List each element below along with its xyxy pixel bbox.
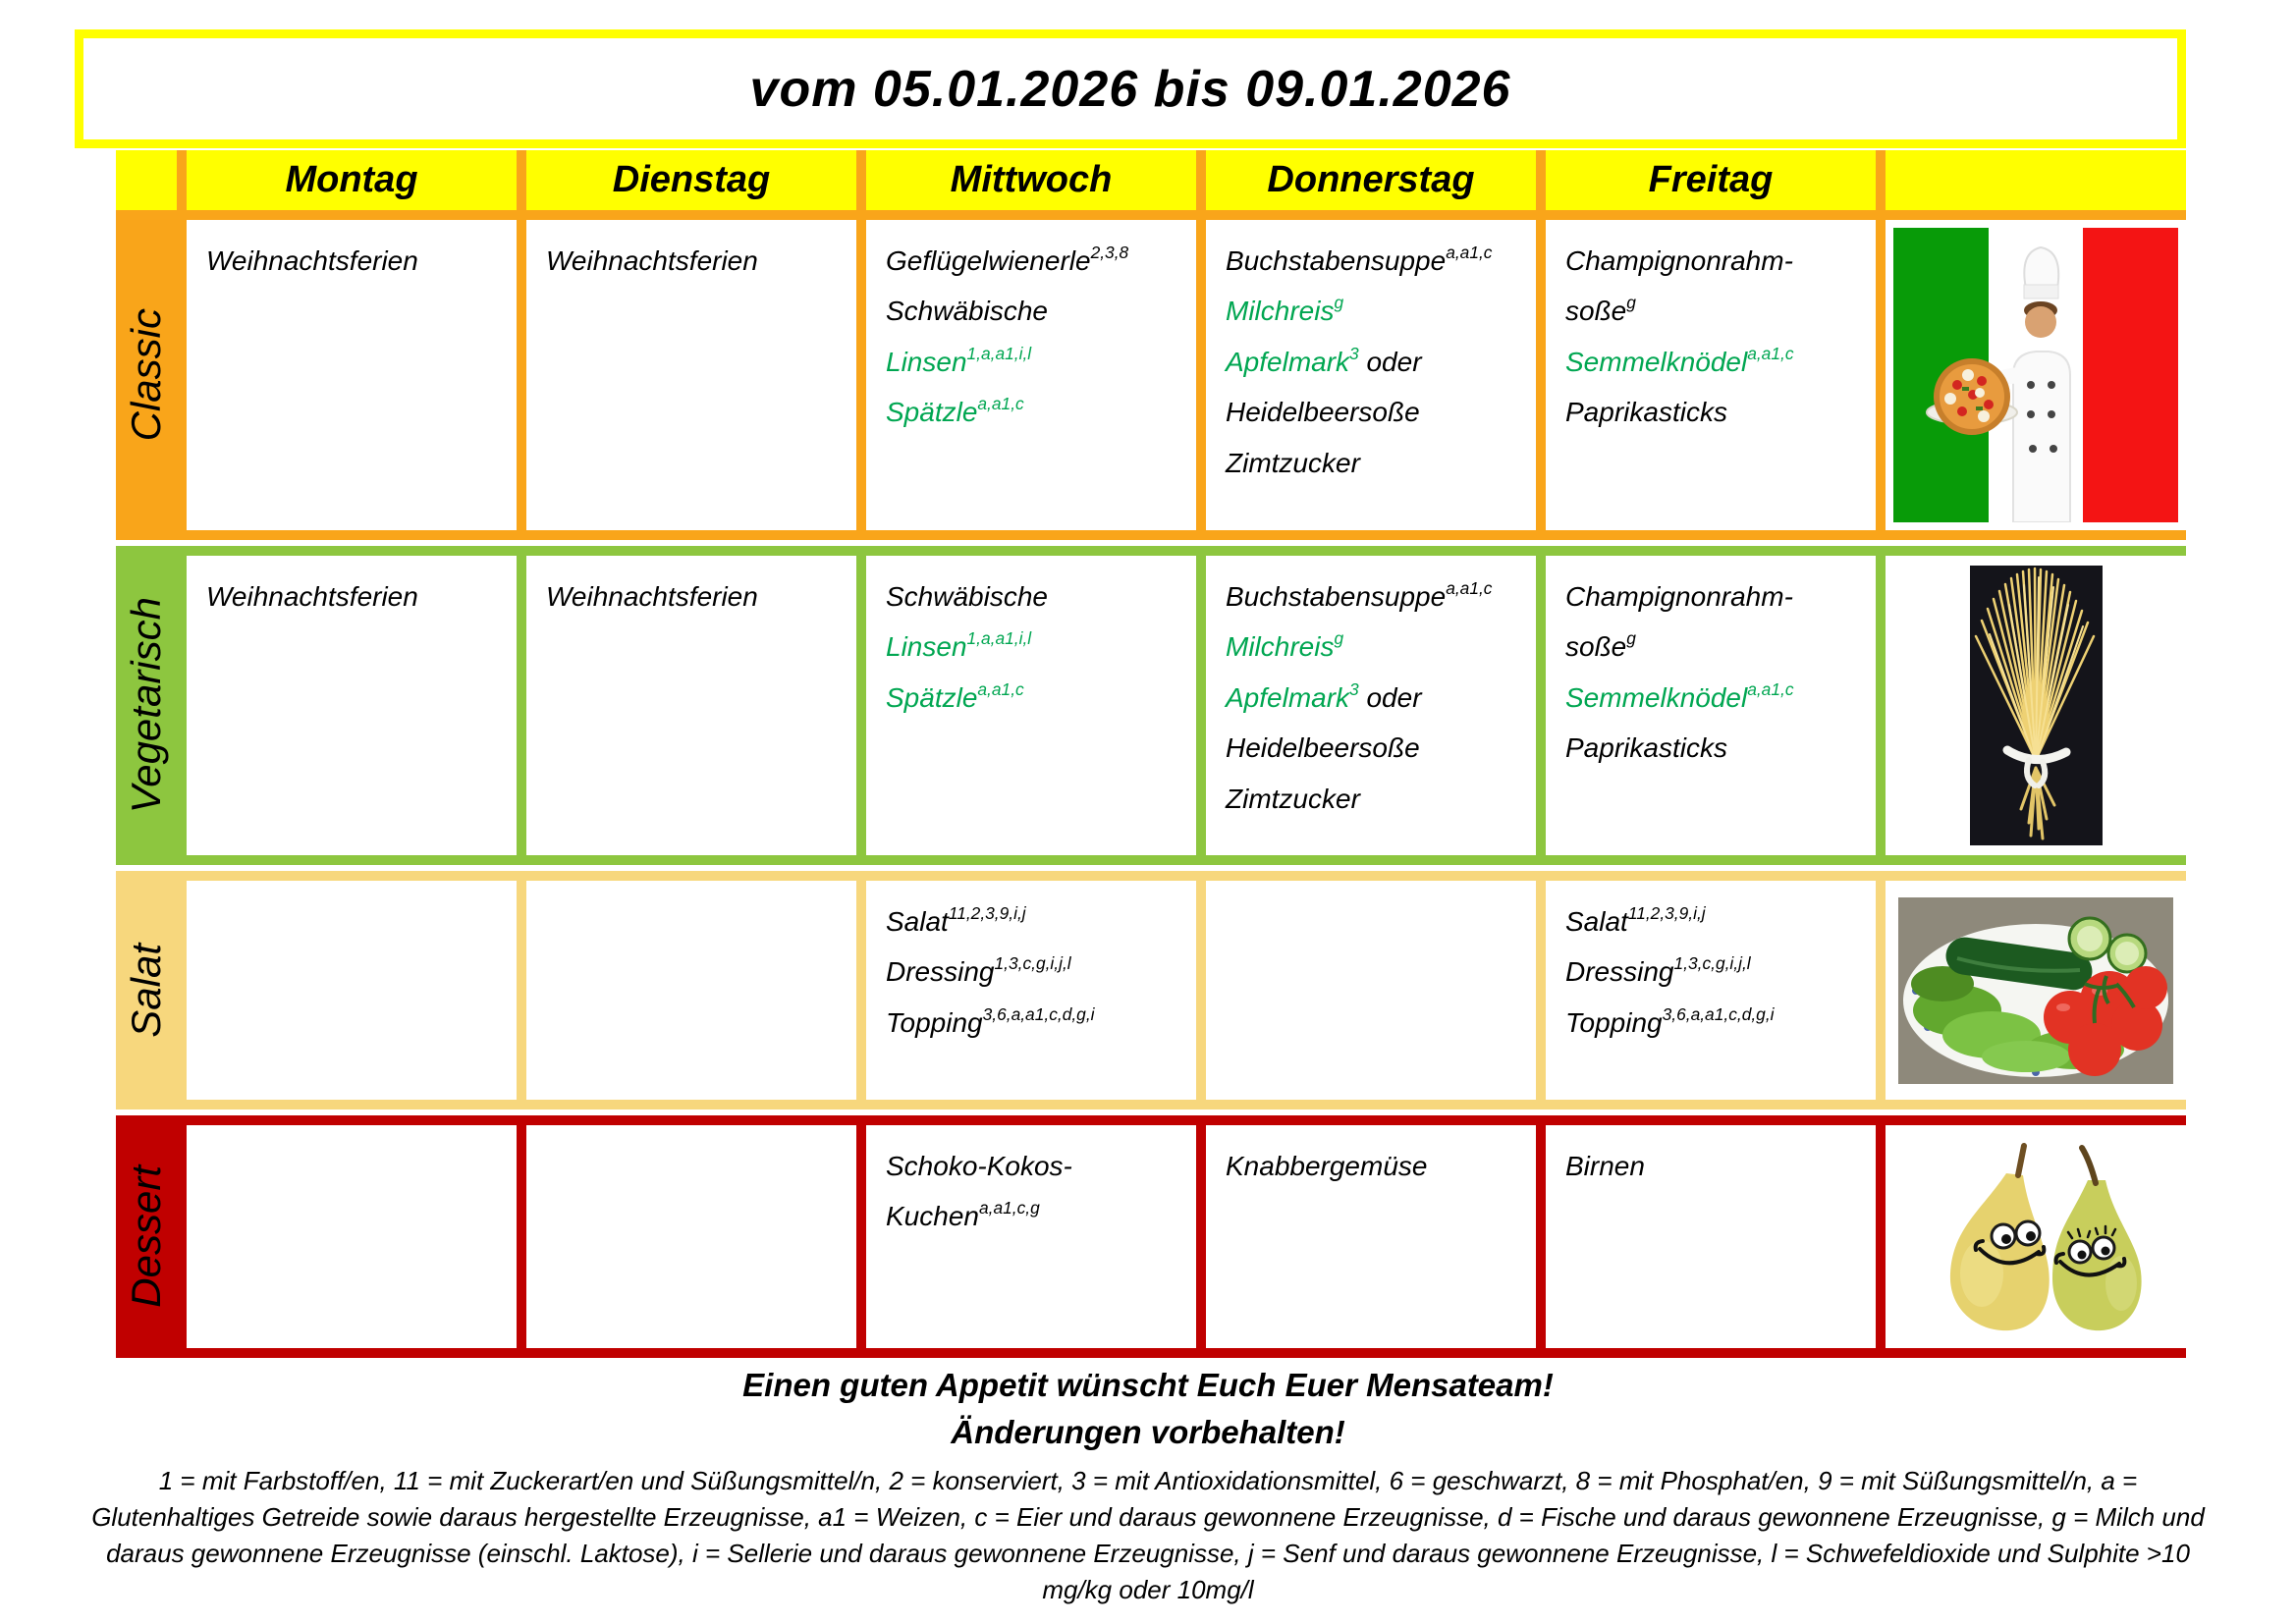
menu-row-classic [116, 210, 2186, 540]
image-cell-salad-bowl [1886, 881, 2186, 1100]
menu-item: Buchstabensuppe$^{a,a1,c}$ [1226, 242, 1493, 276]
menu-item: soße$^g$ [1565, 293, 1636, 327]
menu-item: Apfelmark$^3$ oder [1226, 678, 1422, 713]
menu-cell-classic-dienstag [526, 220, 856, 530]
menu-item: Weihnachtsferien [546, 581, 758, 612]
menu-item: Salat$^{11,2,3,9,i,j}$ [886, 902, 1026, 937]
menu-item: Paprikasticks [1565, 732, 1727, 764]
menu-item: Schwäbische [886, 581, 1048, 612]
menu-item: Spätzle$^{a,a1,c}$ [886, 394, 1024, 428]
header-spacer-left [116, 150, 177, 210]
allergen-superscript: a,a1,c [1747, 343, 1794, 363]
menu-cell-dessert-montag [187, 1125, 517, 1348]
italian-flag-chef-image [1893, 228, 2178, 522]
allergen-superscript: 1,a,a1,i,l [966, 628, 1032, 649]
spaghetti-bundle-image [1970, 566, 2103, 845]
allergen-superscript: a,a1,c [977, 394, 1024, 414]
day-header-freitag: Freitag [1546, 150, 1876, 210]
menu-item: Weihnachtsferien [206, 245, 418, 276]
allergen-superscript: 11,2,3,9,i,j [948, 902, 1026, 923]
menu-item: Heidelbeersoße [1226, 732, 1420, 764]
day-header-mittwoch: Mittwoch [866, 150, 1196, 210]
menu-cell-dessert-dienstag [526, 1125, 856, 1348]
menu-cell-vegetarisch-montag [187, 556, 517, 855]
menu-cell-salat-dienstag [526, 881, 856, 1100]
menu-item: Zimtzucker [1226, 447, 1360, 478]
menu-item: Buchstabensuppe$^{a,a1,c}$ [1226, 577, 1493, 612]
row-label-vegetarisch: Vegetarisch [123, 597, 169, 814]
allergen-superscript: 11,2,3,9,i,j [1627, 902, 1706, 923]
allergen-superscript: 1,3,c,g,i,j,l [1673, 953, 1751, 974]
menu-row-dessert [116, 1115, 2186, 1358]
allergen-superscript: 3,6,a,a1,c,d,g,i [1662, 1003, 1775, 1024]
allergen-superscript: a,a1,c [1446, 242, 1493, 262]
allergen-superscript: g [1334, 293, 1344, 313]
menu-row-vegetarisch [116, 546, 2186, 865]
menu-cell-vegetarisch-donnerstag [1206, 556, 1536, 855]
allergen-superscript: g [1626, 628, 1636, 649]
row-label-dessert: Dessert [123, 1165, 169, 1308]
menu-item: Salat$^{11,2,3,9,i,j}$ [1565, 902, 1706, 937]
menu-cell-classic-montag [187, 220, 517, 530]
menu-item: Dressing$^{1,3,c,g,i,j,l}$ [886, 953, 1071, 988]
menu-item: Heidelbeersoße [1226, 397, 1420, 428]
allergen-superscript: a,a1,c [977, 678, 1024, 699]
menu-item: Topping$^{3,6,a,a1,c,d,g,i}$ [886, 1003, 1095, 1038]
row-label-classic: Classic [123, 308, 169, 442]
menu-item: Spätzle$^{a,a1,c}$ [886, 678, 1024, 713]
menu-cell-salat-mittwoch [866, 881, 1196, 1100]
day-header-dienstag: Dienstag [526, 150, 856, 210]
menu-rows [116, 210, 2186, 1358]
menu-item: Milchreis$^g$ [1226, 628, 1344, 663]
menu-cell-classic-mittwoch [866, 220, 1196, 530]
menu-item: Linsen$^{1,a,a1,i,l}$ [886, 343, 1032, 377]
allergen-superscript: a,a1,c [1747, 678, 1794, 699]
menu-item: Weihnachtsferien [206, 581, 418, 612]
menu-item: Topping$^{3,6,a,a1,c,d,g,i}$ [1565, 1003, 1775, 1038]
image-cell-spaghetti-bundle [1886, 556, 2186, 855]
menu-item: Kuchen$^{a,a1,c,g}$ [886, 1198, 1040, 1232]
day-header-donnerstag: Donnerstag [1206, 150, 1536, 210]
menu-cell-salat-donnerstag [1206, 881, 1536, 1100]
menu-cell-salat-montag [187, 881, 517, 1100]
allergen-legend: 1 = mit Farbstoff/en, 11 = mit Zuckerart/en und Süßungsmittel/n, 2 = konserviert, 3 = mit Antioxidationsmittel, 6 = geschwarzt, 8 = mit Phosphat/en, 9 = mit Süßungsmittel/n, a = Glutenhaltiges Getreide sowie daraus hergestellte Erzeugnisse, a1 = Weizen, c = Eier und daraus gewonnene Erzeugnisse, d = Fische und daraus gewonnene Erzeugnisse, g = Milch und daraus gewonnene Erzeugnisse (einschl. Laktose), i = Sellerie und daraus gewonnene Erzeugnisse, j = Senf und daraus gewonnene Erzeugnisse, l = Schwefeldioxide und Sulphite >10 mg/kg oder 10mg/l [91, 1466, 2205, 1604]
menu-cell-vegetarisch-freitag [1546, 556, 1876, 855]
header-spacer-right [1886, 150, 2186, 210]
menu-item: Birnen [1565, 1151, 1645, 1181]
allergen-superscript: 3 [1349, 678, 1359, 699]
menu-item: Semmelknödel$^{a,a1,c}$ [1565, 343, 1794, 377]
footer [0, 1367, 2296, 1608]
allergen-superscript: 2,3,8 [1090, 242, 1129, 262]
menu-cell-salat-freitag [1546, 881, 1876, 1100]
menu-item: Milchreis$^g$ [1226, 293, 1344, 327]
menu-cell-dessert-mittwoch [866, 1125, 1196, 1348]
allergen-superscript: a,a1,c,g [978, 1198, 1040, 1218]
allergen-superscript: a,a1,c [1446, 577, 1493, 598]
menu-item: Champignonrahm- [1565, 245, 1793, 276]
title-box [75, 29, 2186, 148]
allergen-superscript: 1,a,a1,i,l [966, 343, 1032, 363]
menu-table [116, 150, 2186, 1364]
menu-item: Paprikasticks [1565, 397, 1727, 428]
allergen-superscript: 1,3,c,g,i,j,l [994, 953, 1071, 974]
smiling-pears-image [1913, 1136, 2159, 1337]
menu-cell-dessert-donnerstag [1206, 1125, 1536, 1348]
menu-cell-vegetarisch-dienstag [526, 556, 856, 855]
menu-cell-classic-freitag [1546, 220, 1876, 530]
menu-item: Champignonrahm- [1565, 581, 1793, 612]
menu-item: Schwäbische [886, 296, 1048, 327]
menu-row-salat [116, 871, 2186, 1110]
menu-item: Geflügelwienerle$^{2,3,8}$ [886, 242, 1129, 276]
allergen-superscript: 3,6,a,a1,c,d,g,i [982, 1003, 1095, 1024]
menu-item: Knabbergemüse [1226, 1151, 1428, 1181]
allergen-superscript: 3 [1349, 343, 1359, 363]
row-label-salat: Salat [123, 943, 169, 1038]
menu-item: soße$^g$ [1565, 628, 1636, 663]
menu-item: Schoko-Kokos- [886, 1151, 1072, 1181]
image-cell-italian-flag-chef [1886, 220, 2186, 530]
allergen-superscript: g [1626, 293, 1636, 313]
day-header-montag: Montag [187, 150, 517, 210]
menu-cell-vegetarisch-mittwoch [866, 556, 1196, 855]
footer-disclaimer: Änderungen vorbehalten! [951, 1414, 1345, 1450]
image-cell-smiling-pears [1886, 1125, 2186, 1348]
menu-item: Linsen$^{1,a,a1,i,l}$ [886, 628, 1032, 663]
footer-greeting: Einen guten Appetit wünscht Euch Euer Mensateam! [742, 1367, 1554, 1403]
allergen-superscript: g [1334, 628, 1344, 649]
menu-cell-classic-donnerstag [1206, 220, 1536, 530]
salad-bowl-image [1898, 897, 2173, 1084]
day-header-row [116, 150, 2186, 210]
menu-item: Semmelknödel$^{a,a1,c}$ [1565, 678, 1794, 713]
menu-item: Apfelmark$^3$ oder [1226, 343, 1422, 377]
page-title: vom 05.01.2026 bis 09.01.2026 [749, 60, 1511, 118]
menu-item: Zimtzucker [1226, 783, 1360, 814]
menu-item: Dressing$^{1,3,c,g,i,j,l}$ [1565, 953, 1751, 988]
menu-cell-dessert-freitag [1546, 1125, 1876, 1348]
menu-item: Weihnachtsferien [546, 245, 758, 276]
